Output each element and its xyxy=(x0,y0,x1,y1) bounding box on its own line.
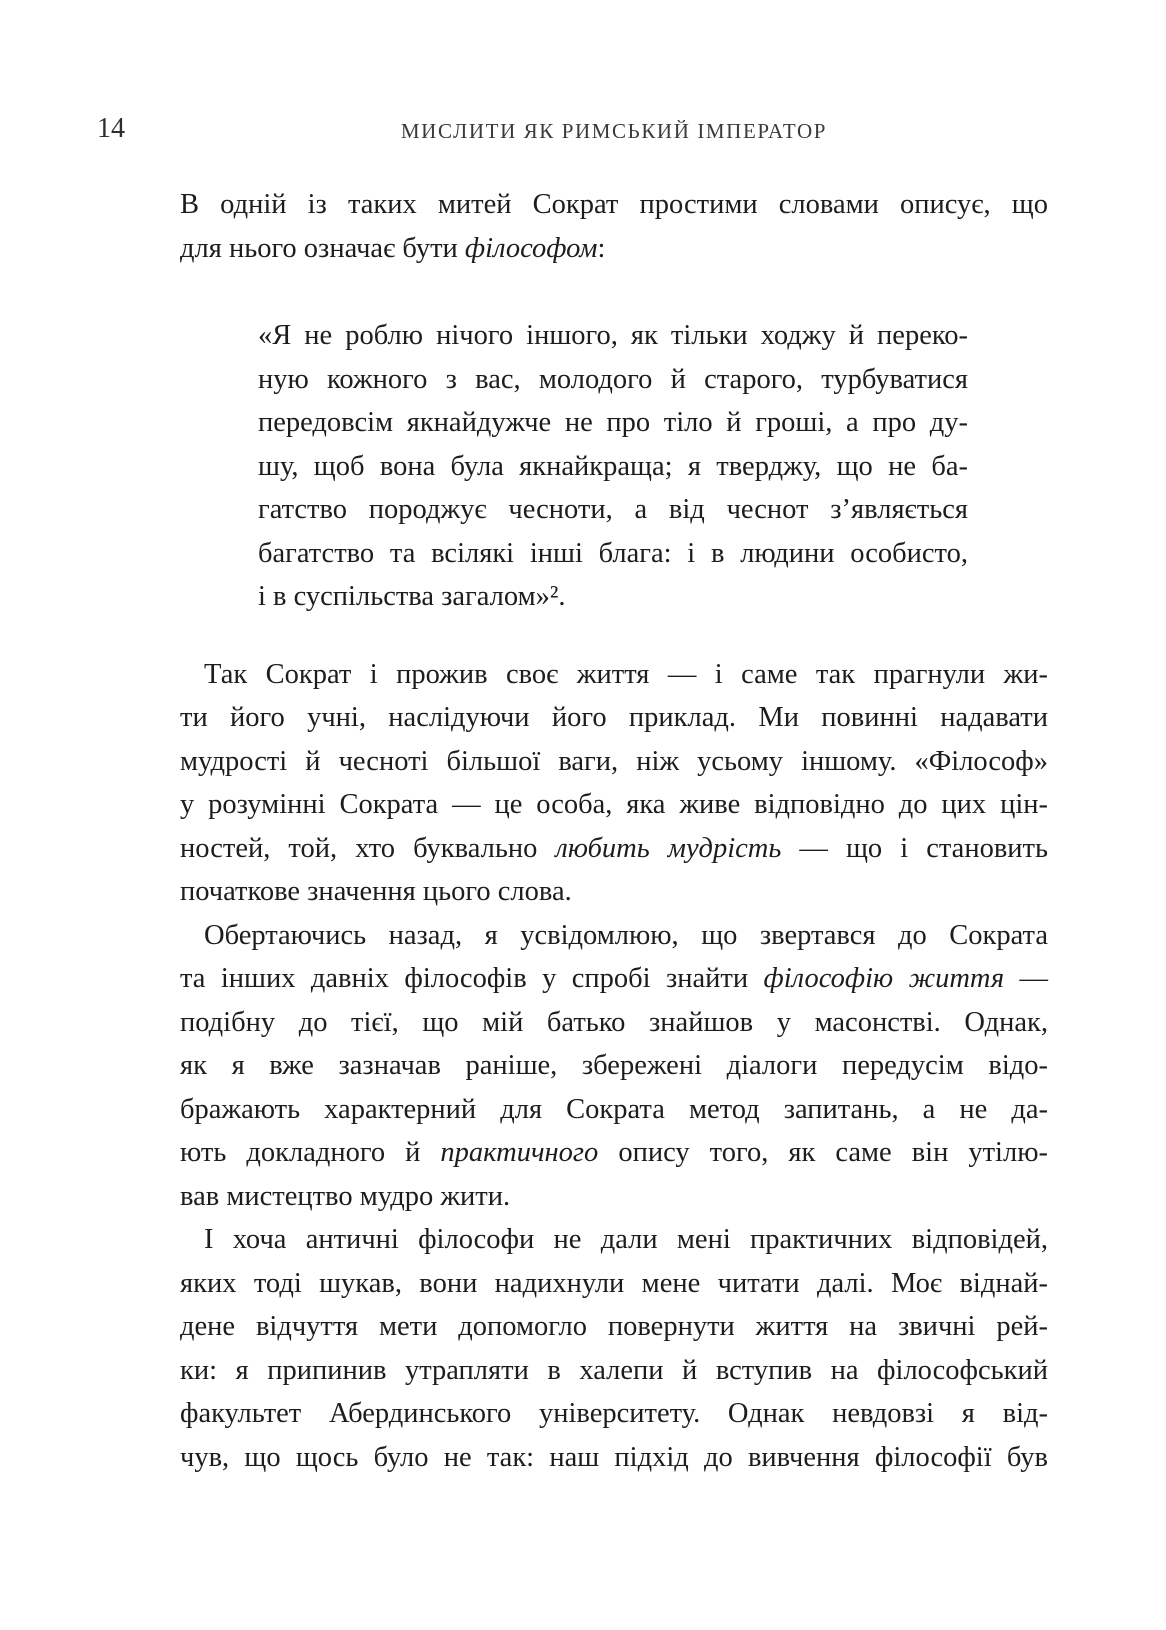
text-line: Так Сократ і прожив своє життя — і саме так прагнули жи- xyxy=(204,658,1048,690)
text-line: ки: я припинив утрапляти в халепи й вступив на філософський xyxy=(180,1354,1048,1386)
text-line: і в суспільства загалом»². xyxy=(258,581,566,612)
running-head xyxy=(0,112,1166,152)
text-line: Обертаючись назад, я усвідомлюю, що звертався до Сократа xyxy=(204,919,1048,951)
page-number: 14 xyxy=(97,113,125,144)
text-line: гатство породжує чесноти, а від чеснот з’являється xyxy=(258,494,968,525)
text-line: ти його учні, наслідуючи його приклад. Ми повинні надавати xyxy=(180,702,1048,733)
text-line: ють докладного й практичного опису того, як саме він утілю- xyxy=(180,1137,1048,1168)
text-line: І хоча античні філософи не дали мені практичних відповідей, xyxy=(204,1224,1048,1255)
text-line: як я вже зазначав раніше, збережені діалоги передусім відо- xyxy=(180,1050,1048,1081)
paragraph xyxy=(180,653,1048,914)
text-line: чув, що щось було не так: наш підхід до вивчення філософії був xyxy=(180,1441,1048,1473)
text-line: у розумінні Сократа — це особа, яка живе відповідно до цих цін- xyxy=(180,789,1048,820)
text-line: бражають характерний для Сократа метод запитань, а не да- xyxy=(180,1093,1048,1125)
text-line: ностей, той, хто буквально любить мудрість — що і становить xyxy=(180,832,1048,864)
text-line: В одній із таких митей Сократ простими словами описує, що xyxy=(180,189,1048,220)
text-line: ную кожного з вас, молодого й старого, турбуватися xyxy=(258,363,968,395)
text-line: передовсім якнайдужче не про тіло й гроші, а про ду- xyxy=(258,407,968,438)
text-line: для нього означає бути філософом: xyxy=(180,232,606,264)
paragraph xyxy=(180,914,1048,1219)
paragraph xyxy=(180,1218,1048,1479)
blockquote xyxy=(258,314,968,619)
text-line: дене відчуття мети допомогло повернути життя на звичні рей- xyxy=(180,1311,1048,1342)
body-text xyxy=(180,183,1048,1479)
text-line: вав мистецтво мудро жити. xyxy=(180,1180,511,1212)
text-line: подібну до тієї, що мій батько знайшов у масонстві. Однак, xyxy=(180,1006,1048,1038)
text-line: та інших давніх філософів у спробі знайти філософію життя — xyxy=(180,963,1049,994)
text-line: мудрості й чесноті більшої ваги, ніж усьому іншому. «Філософ» xyxy=(180,745,1048,777)
text-line: факультет Абердинського університету. Однак невдовзі я від- xyxy=(180,1398,1048,1429)
text-line: багатство та всілякі інші блага: і в людини особисто, xyxy=(258,537,968,569)
running-title: МИСЛИТИ ЯК РИМСЬКИЙ ІМПЕРАТОР xyxy=(400,119,828,143)
text-line: початкове значення цього слова. xyxy=(180,876,572,907)
text-line: «Я не роблю нічого іншого, як тільки ходжу й переко- xyxy=(258,320,968,351)
text-line: яких тоді шукав, вони надихнули мене читати далі. Моє віднай- xyxy=(180,1267,1048,1299)
text-line: шу, щоб вона була якнайкраща; я тверджу, що не ба- xyxy=(258,450,968,482)
paragraph xyxy=(180,183,1048,270)
